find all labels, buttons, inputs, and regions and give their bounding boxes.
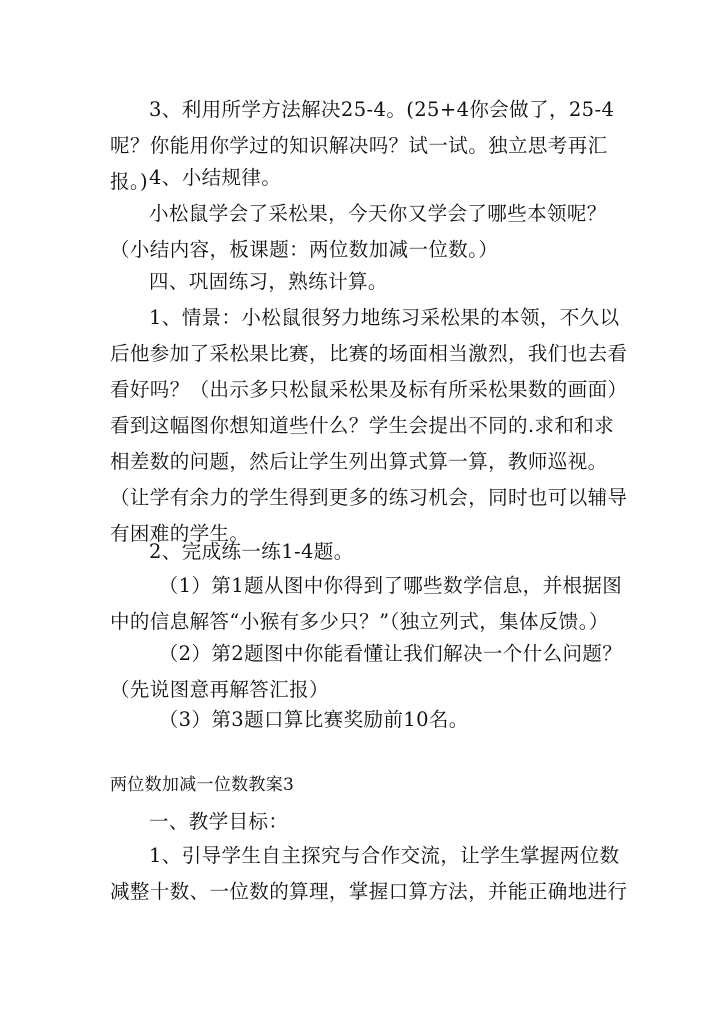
section-title: 两位数加减一位数教案3 <box>110 775 295 795</box>
section-heading: 一、教学目标： <box>149 810 289 833</box>
paragraph-step-3: 3、利用所学方法解决25-4。(25+4你会做了，25-4呢？你能用你学过的知识解决吗？试一试。独立思考再汇报。) <box>110 98 615 193</box>
paragraph-section-4: 四、巩固练习，熟练计算。 <box>149 270 388 293</box>
paragraph-item-2: （2）第2题图中你能看懂让我们解决一个什么问题？（先说图意再解答汇报） <box>110 642 623 701</box>
paragraph-item-1: （1）第1题从图中你得到了哪些数学信息，并根据图中的信息解答“小猴有多少只？”（独立列式，集体反馈。） <box>110 574 623 633</box>
paragraph-objective-1: 1、引导学生自主探究与合作交流，让学生掌握两位数减整十数、一位数的算理，掌握口算方法，并能正确地进行 <box>110 844 628 903</box>
paragraph-scenario: 1、情景：小松鼠很努力地练习采松果的本领，不久以后他参加了采松果比赛，比赛的场面相当激烈，我们也去看看好吗？（出示多只松鼠采松果及标有所采松果数的画面）看到这幅图你想知道些什么？学生会提出不同的.求和和求相差数的问题，然后让学生列出算式算一算，教师巡视。（让学有余力的学生得到更多的练习机会，同时也可以辅导有困难的学生。 <box>110 306 628 545</box>
paragraph-step-4: 4、小结规律。 <box>149 166 282 189</box>
paragraph-summary: 小松鼠学会了采松果，今天你又学会了哪些本领呢？（小结内容，板课题：两位数加减一位数。） <box>110 202 607 261</box>
paragraph-exercise: 2、完成练一练1-4题。 <box>149 540 354 563</box>
paragraph-item-3: （3）第3题口算比赛奖励前10名。 <box>158 708 469 731</box>
